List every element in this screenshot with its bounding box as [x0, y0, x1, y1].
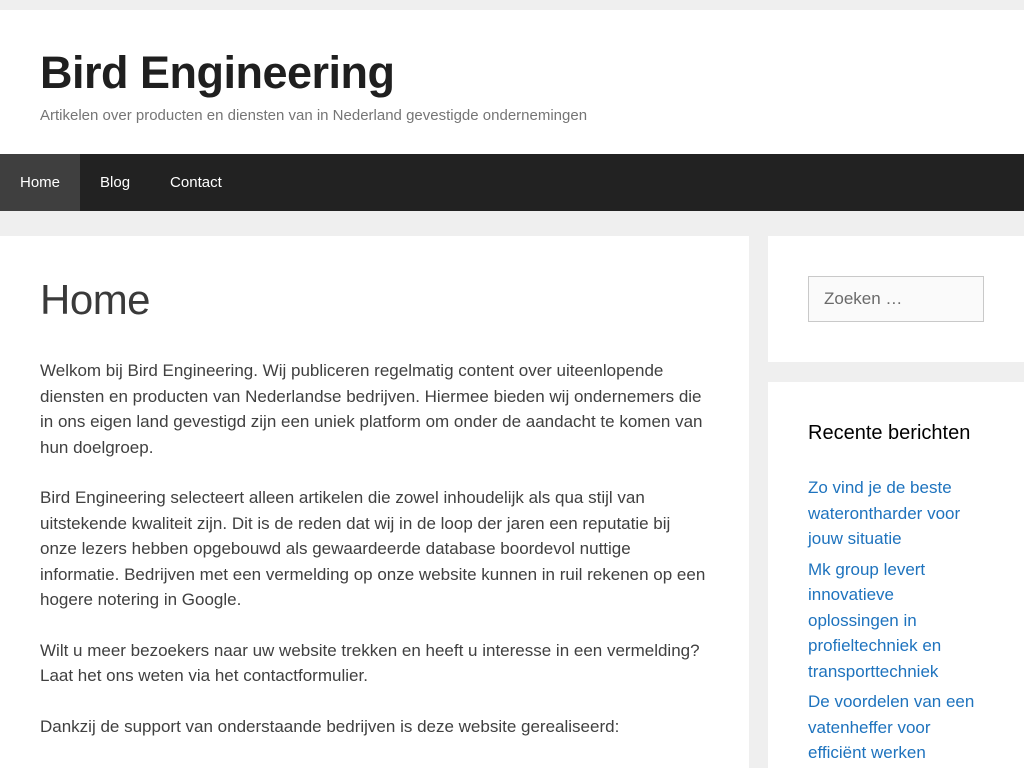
support-paragraph: Dankzij de support van onderstaande bedrijven is deze website gerealiseerd:: [40, 716, 620, 736]
intro-paragraph: Welkom bij Bird Engineering. Wij publiceren regelmatig content over uiteenlopende diensten en producten van Nederlandse bedrijven. Hiermee bieden wij ondernemers die in ons eigen land gevestigd zijn een uniek platform om onder de aandacht te komen van hun doelgroep.: [40, 361, 703, 457]
search-input[interactable]: [808, 276, 984, 322]
recent-posts-list: [808, 475, 984, 766]
quality-paragraph: Bird Engineering selecteert alleen artikelen die zowel inhoudelijk als qua stijl van uitstekende kwaliteit zijn. Dit is de reden dat wij in de loop der jaren een reputatie bij onze lezers hebben opgebouwd als gewaardeerde database boordevol nuttige informatie. Bedrijven met een vermelding op onze website kunnen in ruil rekenen op een hogere notering in Google.: [40, 488, 706, 609]
recent-post-link-vatenheffer[interactable]: De voordelen van een vatenheffer voor efficiënt werken: [808, 692, 975, 762]
site-header: [0, 10, 1024, 154]
nav-item-home[interactable]: Home: [0, 154, 80, 211]
site-tagline: Artikelen over producten en diensten van in Nederland gevestigde ondernemingen: [40, 107, 588, 124]
contact-paragraph: Wilt u meer bezoekers naar uw website trekken en heeft u interesse in een vermelding? Laat het ons weten via het contactformulier.: [40, 640, 700, 685]
recent-post-link-waterontharder[interactable]: Zo vind je de beste waterontharder voor jouw situatie: [808, 478, 961, 548]
page-title: Home: [40, 276, 151, 323]
sidebar: [768, 236, 1024, 768]
content-wrap: [0, 236, 1024, 768]
nav-item-blog[interactable]: Blog: [100, 174, 131, 191]
list-item: [808, 689, 984, 766]
site-title[interactable]: Bird Engineering: [40, 47, 395, 98]
list-item: [808, 475, 984, 552]
recent-posts-title: Recente berichten: [808, 422, 971, 444]
main-content: [0, 236, 749, 768]
recent-posts-widget: [768, 382, 1024, 768]
recent-post-link-mk-group[interactable]: Mk group levert innovatieve oplossingen in profieltechniek en transporttechniek: [808, 559, 942, 681]
nav-item-contact[interactable]: Contact: [170, 174, 222, 191]
list-item: [808, 557, 984, 685]
main-navigation: [0, 154, 1024, 211]
search-widget: [768, 236, 1024, 362]
